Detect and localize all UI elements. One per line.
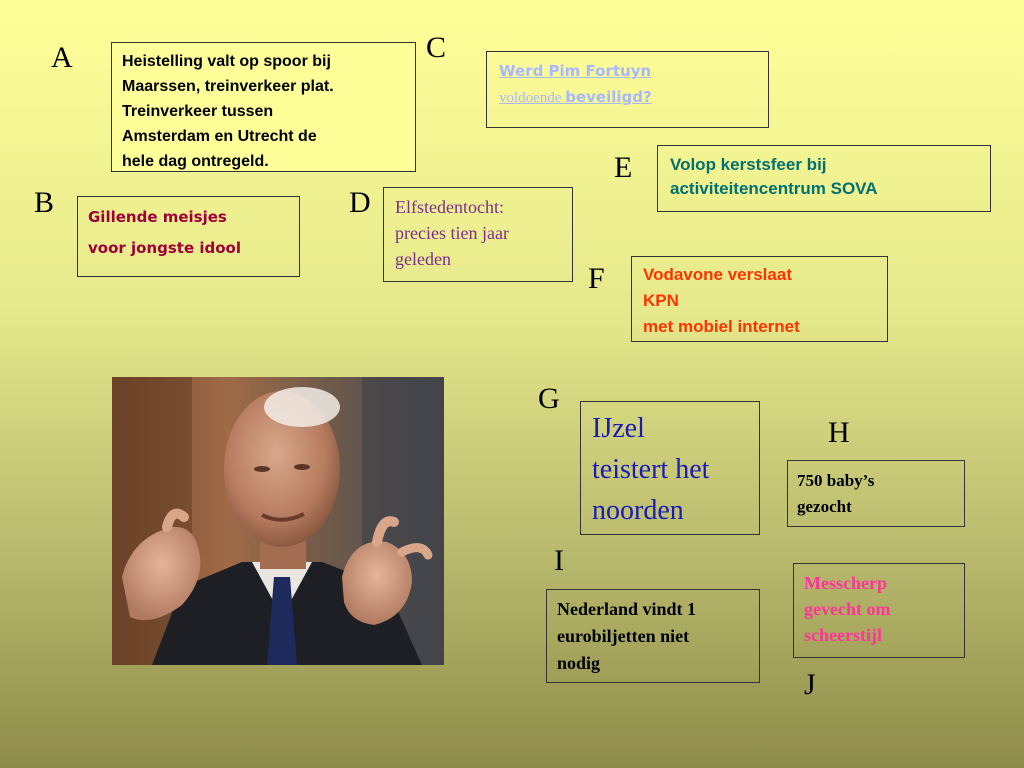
label-d: D bbox=[349, 186, 371, 219]
headline-a-line: Treinverkeer tussen bbox=[122, 103, 274, 120]
headline-box-c[interactable] bbox=[486, 51, 769, 128]
label-c: C bbox=[426, 31, 447, 64]
headline-c-link-word-b[interactable]: beveiligd? bbox=[565, 88, 652, 106]
headline-d-line: Elfstedentocht: bbox=[395, 197, 504, 217]
headline-f-line: Vodavone verslaat bbox=[643, 265, 792, 284]
headline-e-line: activiteitencentrum SOVA bbox=[670, 179, 878, 198]
label-h: H bbox=[828, 416, 850, 449]
headline-box-d bbox=[383, 187, 573, 282]
headline-box-e bbox=[657, 145, 991, 212]
headline-b-line: Gillende meisjes bbox=[88, 208, 227, 226]
headline-f-line: KPN bbox=[643, 291, 679, 310]
headline-box-g bbox=[580, 401, 760, 535]
headline-a-line: Amsterdam en Utrecht de bbox=[122, 128, 317, 145]
label-e: E bbox=[614, 151, 633, 184]
headline-h-line: 750 baby’s bbox=[797, 471, 875, 490]
headline-i-line: eurobiljetten niet bbox=[557, 626, 690, 646]
headline-g-line: teistert het bbox=[592, 454, 710, 485]
headline-j-line: scheerstijl bbox=[804, 625, 882, 645]
headline-g-line: noorden bbox=[592, 495, 684, 526]
portrait-photo bbox=[112, 377, 444, 665]
headline-box-f bbox=[631, 256, 888, 342]
headline-a-line: Heistelling valt op spoor bij bbox=[122, 53, 331, 70]
headline-b-line: voor jongste idool bbox=[88, 239, 241, 257]
label-g: G bbox=[538, 382, 560, 415]
headline-c-link-line2[interactable] bbox=[499, 84, 756, 111]
label-f: F bbox=[588, 262, 605, 295]
headline-f-line: met mobiel internet bbox=[643, 317, 800, 336]
label-a: A bbox=[51, 41, 73, 74]
headline-j-line: gevecht om bbox=[804, 599, 891, 619]
headline-box-i bbox=[546, 589, 760, 683]
headline-j-line: Messcherp bbox=[804, 573, 887, 593]
headline-d-line: geleden bbox=[395, 249, 451, 269]
label-i: I bbox=[554, 544, 564, 577]
label-b: B bbox=[34, 186, 55, 219]
headline-i-line: Nederland vindt 1 bbox=[557, 599, 697, 619]
headline-a-line: hele dag ontregeld. bbox=[122, 153, 269, 170]
headline-e-line: Volop kerstsfeer bij bbox=[670, 155, 827, 174]
headline-c-link-line1[interactable]: Werd Pim Fortuyn bbox=[499, 62, 652, 80]
headline-i-line: nodig bbox=[557, 653, 601, 673]
headline-g-line: IJzel bbox=[592, 413, 645, 444]
headline-box-b bbox=[77, 196, 300, 277]
headline-c-link-word-a[interactable]: voldoende bbox=[499, 90, 566, 106]
headline-box-h bbox=[787, 460, 965, 527]
headline-h-line: gezocht bbox=[797, 497, 852, 516]
headline-a-line: Maarssen, treinverkeer plat. bbox=[122, 78, 334, 95]
headline-box-j bbox=[793, 563, 965, 658]
label-j: J bbox=[804, 668, 816, 701]
headline-box-a bbox=[111, 42, 416, 172]
headline-d-line: precies tien jaar bbox=[395, 223, 509, 243]
